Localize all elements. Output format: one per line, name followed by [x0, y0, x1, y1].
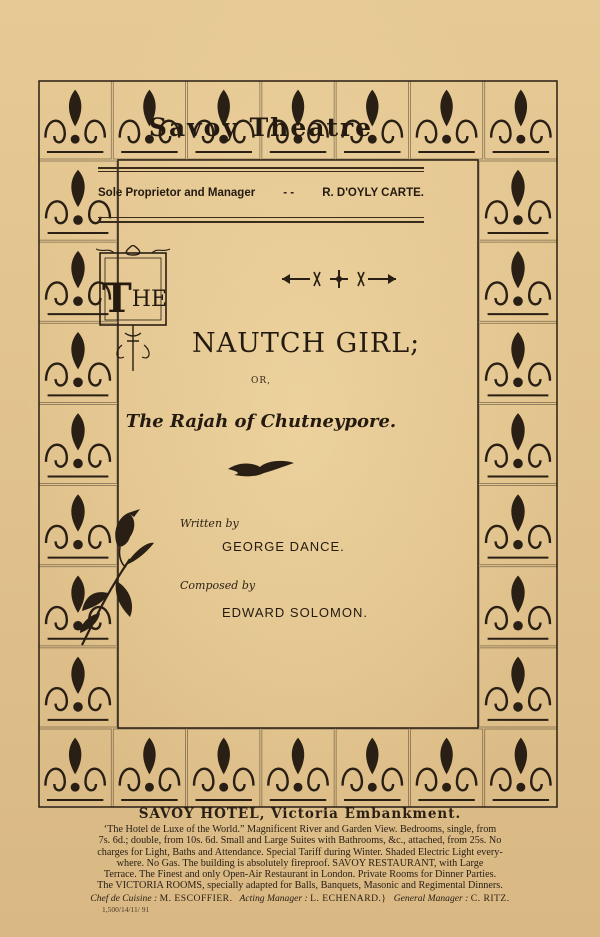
play-title-rest: HE [131, 287, 168, 312]
hotel-advert-body [40, 824, 560, 892]
play-title-or: OR, [250, 376, 271, 386]
acting-manager-name: L. ECHENARD.} [310, 892, 387, 904]
border-ornament-tile [479, 404, 557, 483]
border-ornament-tile [336, 729, 408, 807]
hotel-advert-line: charges for Light, Baths and Attendance. Special Tariff during Winter. Shaded Electric Light every- [97, 846, 503, 858]
border-ornament-tile [39, 648, 117, 727]
proprietor-line [98, 187, 424, 199]
hotel-advert-line: Terrace. The Finest and only Open-Air Restaurant in London. Private Rooms for Dinner Parties. [103, 869, 497, 881]
proprietor-label: Sole Proprietor and Manager [98, 187, 256, 199]
play-title-line-2: NAUTCH GIRL; [192, 328, 421, 359]
title-panel [82, 83, 440, 647]
composed-by-label: Composed by [180, 579, 256, 592]
divider-top [98, 167, 424, 169]
acting-manager-label: Acting Manager : [239, 892, 308, 904]
written-by-label: Written by [180, 517, 239, 530]
play-subtitle: The Rajah of Chutneypore. [125, 411, 397, 432]
border-ornament-tile [479, 161, 557, 240]
hotel-advert-line: ‘The Hotel de Luxe of the World.” Magnificent River and Garden View. Bedrooms, single, from [103, 824, 497, 835]
border-ornament-tile [479, 242, 557, 321]
border-ornament-tile [188, 729, 260, 807]
hotel-advert-line: where. No Gas. The building is absolutely fireproof. SAVOY RESTAURANT, with Large [116, 857, 484, 869]
divider-top-thin [98, 171, 424, 172]
divider-bottom [98, 221, 424, 223]
flourish-ornament [280, 268, 398, 290]
composer-name: EDWARD SOLOMON. [222, 605, 368, 620]
divider-bottom-thin [98, 217, 424, 218]
border-ornament-tile [479, 648, 557, 727]
border-ornament-tile [479, 323, 557, 402]
hotel-advertisement [40, 806, 560, 914]
chef-label: Chef de Cuisine : [90, 892, 158, 904]
general-manager-name: C. RITZ. [470, 892, 510, 904]
border-ornament-tile [39, 729, 111, 807]
border-ornament-tile [113, 729, 185, 807]
print-code: 1,500/14/11/ 91 [102, 904, 150, 914]
border-ornament-tile [485, 729, 557, 807]
border-ornament-tile [410, 729, 482, 807]
hotel-advert-line: 7s. 6d.; double, from 10s. 6d. Small and Large Suites with Bathrooms, &c., attached, from 25s. No [98, 835, 502, 847]
bird-on-branch-illustration [78, 507, 156, 649]
hotel-advert-title: SAVOY HOTEL, Victoria Embankment. [138, 806, 462, 822]
writer-name: GEORGE DANCE. [222, 539, 345, 554]
hotel-staff-line [40, 893, 560, 904]
theatre-name: Savoy Theatre [148, 113, 374, 142]
proprietor-name: R. D'OYLY CARTE. [322, 187, 424, 199]
play-title-line-1 [102, 275, 167, 322]
play-title-initial: T [102, 275, 132, 322]
hotel-advert-line: The VICTORIA ROOMS, specially adapted for Balls, Banquets, Masonic and Regimental Dinners. [97, 880, 503, 892]
border-ornament-tile [485, 81, 557, 159]
chef-name: M. ESCOFFIER. [159, 892, 233, 904]
general-manager-label: General Manager : [393, 892, 469, 904]
border-ornament-tile [479, 486, 557, 565]
border-ornament-tile [479, 567, 557, 646]
border-ornament-tile [262, 729, 334, 807]
proprietor-dashes: - - [283, 187, 295, 199]
bird-ornament [226, 457, 296, 479]
